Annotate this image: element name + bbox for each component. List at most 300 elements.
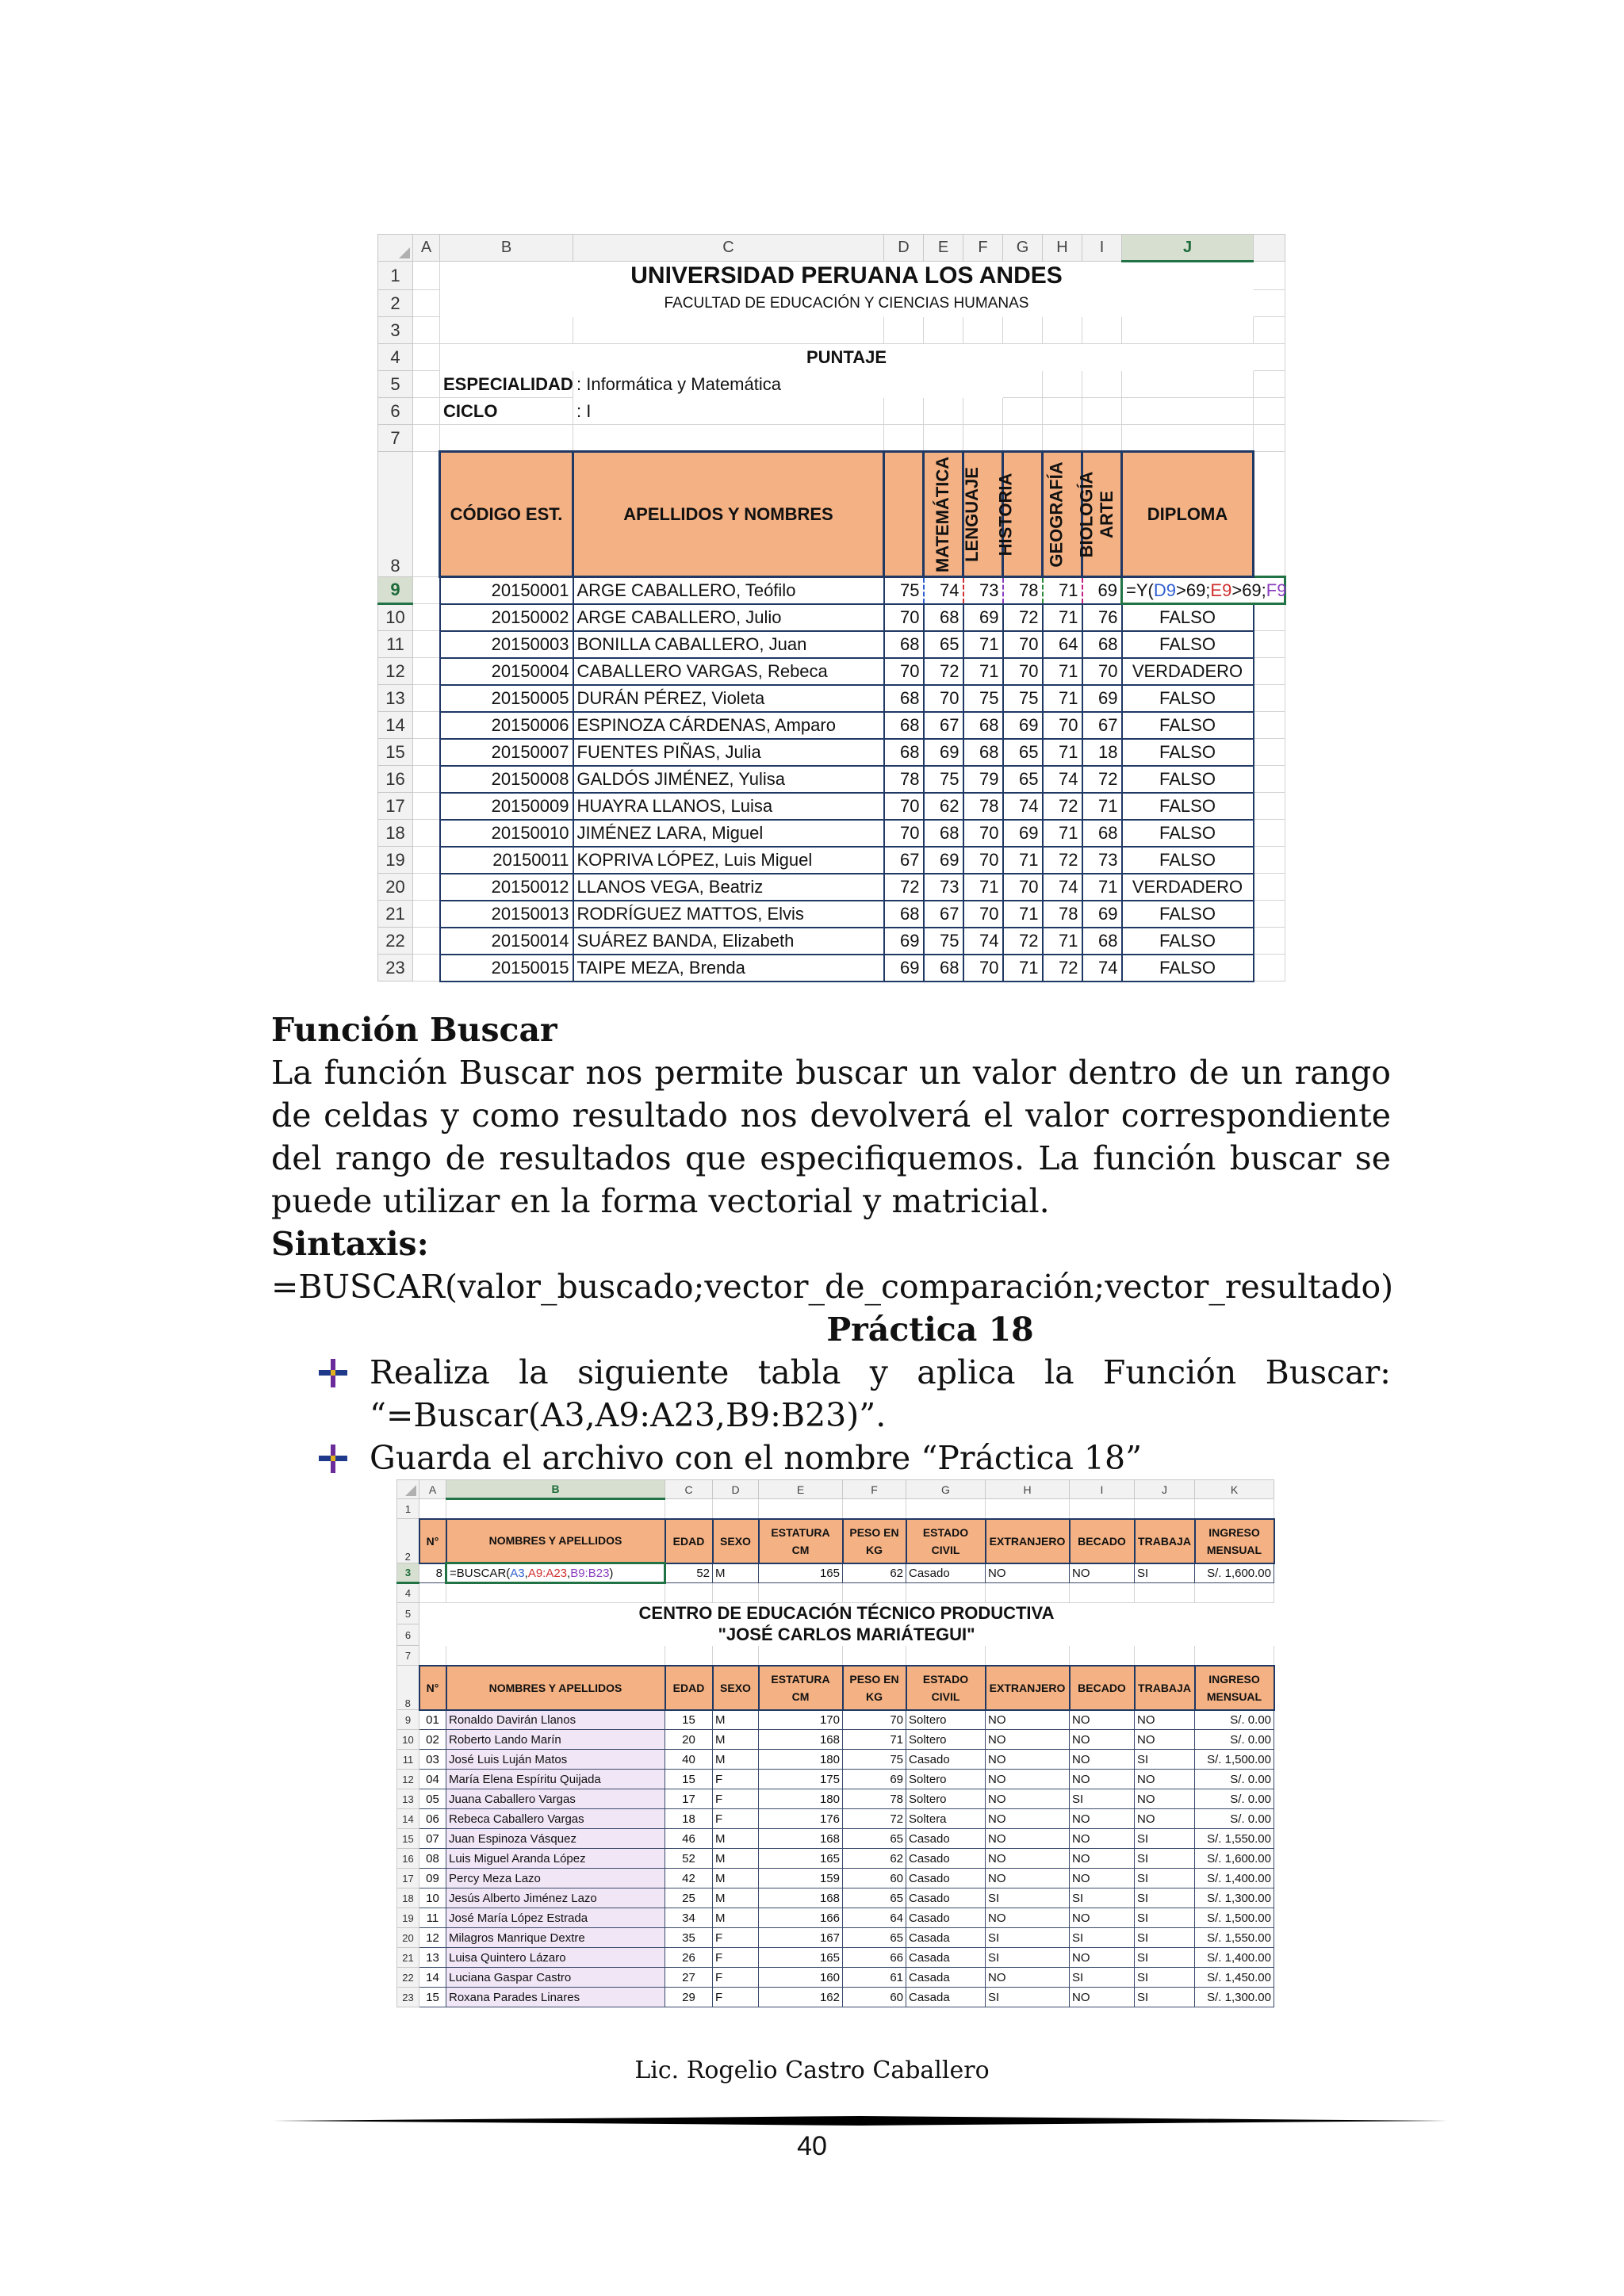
row-header[interactable]: 14 (378, 712, 413, 739)
cell[interactable]: SI (986, 1988, 1070, 2007)
cell-score[interactable]: 78 (1043, 901, 1082, 928)
cell-score[interactable]: 71 (1043, 820, 1082, 847)
cell-score[interactable]: 70 (884, 604, 924, 631)
cell[interactable]: S/. 1,450.00 (1195, 1968, 1274, 1988)
cell[interactable]: 160 (759, 1968, 843, 1988)
cell[interactable]: 46 (665, 1829, 713, 1849)
column-header[interactable]: H (986, 1480, 1070, 1499)
column-header[interactable]: D (884, 235, 924, 262)
cell[interactable]: S/. 1,300.00 (1195, 1988, 1274, 2007)
cell-score[interactable]: 70 (1043, 712, 1082, 739)
cell-score[interactable]: 75 (963, 685, 1003, 712)
row-header[interactable]: 6 (397, 1624, 419, 1646)
cell[interactable]: Luciana Gaspar Castro (446, 1968, 665, 1988)
cell[interactable]: SI (1070, 1928, 1135, 1948)
cell-score[interactable]: 68 (924, 820, 963, 847)
row-header[interactable]: 11 (378, 631, 413, 658)
cell[interactable]: NO (1070, 1869, 1135, 1888)
cell[interactable]: S/. 1,400.00 (1195, 1869, 1274, 1888)
cell[interactable]: 168 (759, 1829, 843, 1849)
cell[interactable]: NO (1135, 1710, 1195, 1730)
cell-score[interactable]: 70 (924, 685, 963, 712)
cell-diploma[interactable]: FALSO (1122, 766, 1254, 793)
cell[interactable]: SI (1070, 1888, 1135, 1908)
cell-score[interactable]: 71 (1043, 928, 1082, 955)
column-header[interactable]: G (906, 1480, 986, 1499)
cell-score[interactable]: 76 (1082, 604, 1122, 631)
cell[interactable]: NO (986, 1908, 1070, 1928)
row-header[interactable]: 4 (378, 344, 413, 371)
cell-diploma[interactable]: FALSO (1122, 739, 1254, 766)
cell[interactable]: SI (1135, 1750, 1195, 1770)
column-header[interactable]: D (713, 1480, 759, 1499)
cell[interactable]: 13 (419, 1948, 446, 1968)
cell[interactable]: Luisa Quintero Lázaro (446, 1948, 665, 1968)
row-header[interactable]: 12 (378, 658, 413, 685)
cell[interactable]: SI (1135, 1829, 1195, 1849)
cell-score[interactable]: 68 (1082, 820, 1122, 847)
cell[interactable]: 159 (759, 1869, 843, 1888)
row-header[interactable]: 1 (378, 262, 413, 290)
cell[interactable]: 65 (843, 1829, 906, 1849)
cell-name[interactable]: HUAYRA LLANOS, Luisa (573, 793, 884, 820)
column-header[interactable]: J (1135, 1480, 1195, 1499)
cell-score[interactable]: 70 (1003, 658, 1043, 685)
cell[interactable]: NO (1070, 1770, 1135, 1789)
cell-code[interactable]: 20150015 (440, 955, 573, 982)
cell[interactable]: Percy Meza Lazo (446, 1869, 665, 1888)
row-header[interactable]: 5 (397, 1603, 419, 1624)
column-header-selected[interactable]: J (1122, 235, 1254, 262)
cell[interactable]: NO (986, 1730, 1070, 1750)
cell[interactable]: 10 (419, 1888, 446, 1908)
row-header[interactable]: 2 (378, 290, 413, 317)
cell[interactable]: NO (1135, 1789, 1195, 1809)
row-header[interactable]: 19 (397, 1908, 419, 1928)
cell[interactable]: Casado (906, 1849, 986, 1869)
cell[interactable]: NO (986, 1710, 1070, 1730)
cell-score[interactable]: 72 (924, 658, 963, 685)
cell-code[interactable]: 20150006 (440, 712, 573, 739)
row-header[interactable]: 1 (397, 1499, 419, 1519)
row-header[interactable]: 5 (378, 371, 413, 398)
cell-score[interactable]: 74 (1082, 955, 1122, 982)
cell[interactable]: Casado (906, 1888, 986, 1908)
cell-score[interactable]: 68 (884, 901, 924, 928)
cell-score[interactable]: 69 (1003, 820, 1043, 847)
cell-name[interactable]: DURÁN PÉREZ, Violeta (573, 685, 884, 712)
cell[interactable]: NO (986, 1789, 1070, 1809)
cell[interactable]: NO (986, 1968, 1070, 1988)
cell[interactable]: M (713, 1849, 759, 1869)
cell-code[interactable]: 20150010 (440, 820, 573, 847)
cell-name[interactable]: KOPRIVA LÓPEZ, Luis Miguel (573, 847, 884, 874)
cell-name[interactable]: FUENTES PIÑAS, Julia (573, 739, 884, 766)
cell[interactable]: Casado (906, 1750, 986, 1770)
cell-score[interactable]: 73 (963, 577, 1003, 604)
row-header[interactable]: 13 (397, 1789, 419, 1809)
cell-score[interactable]: 75 (924, 928, 963, 955)
cell-score[interactable]: 74 (1043, 766, 1082, 793)
cell[interactable]: M (713, 1710, 759, 1730)
cell-name[interactable]: JIMÉNEZ LARA, Miguel (573, 820, 884, 847)
cell-name[interactable]: SUÁREZ BANDA, Elizabeth (573, 928, 884, 955)
cell[interactable]: 168 (759, 1888, 843, 1908)
cell-score[interactable]: 68 (963, 712, 1003, 739)
cell[interactable]: Juana Caballero Vargas (446, 1789, 665, 1809)
cell-code[interactable]: 20150011 (440, 847, 573, 874)
row-header[interactable]: 9 (378, 577, 413, 604)
cell-name[interactable]: GALDÓS JIMÉNEZ, Yulisa (573, 766, 884, 793)
row-header[interactable]: 16 (378, 766, 413, 793)
cell[interactable]: 03 (419, 1750, 446, 1770)
cell-score[interactable]: 74 (963, 928, 1003, 955)
cell[interactable]: 78 (843, 1789, 906, 1809)
row-header[interactable]: 14 (397, 1809, 419, 1829)
row-header[interactable]: 13 (378, 685, 413, 712)
cell[interactable]: SI (1135, 1968, 1195, 1988)
cell[interactable]: F (713, 1928, 759, 1948)
row-header[interactable]: 10 (378, 604, 413, 631)
cell[interactable]: NO (1070, 1948, 1135, 1968)
cell-code[interactable]: 20150003 (440, 631, 573, 658)
cell[interactable]: NO (1135, 1730, 1195, 1750)
cell-score[interactable]: 62 (924, 793, 963, 820)
cell[interactable]: 60 (843, 1988, 906, 2007)
cell[interactable]: SI (1135, 1908, 1195, 1928)
cell-score[interactable]: 68 (884, 685, 924, 712)
cell[interactable]: SI (986, 1888, 1070, 1908)
cell-diploma[interactable]: FALSO (1122, 712, 1254, 739)
cell-score[interactable]: 18 (1082, 739, 1122, 766)
cell-score[interactable]: 65 (924, 631, 963, 658)
cell[interactable]: SI (1135, 1888, 1195, 1908)
cell[interactable]: NO (986, 1809, 1070, 1829)
cell[interactable]: F (713, 1770, 759, 1789)
cell[interactable]: NO (1070, 1988, 1135, 2007)
cell[interactable]: 06 (419, 1809, 446, 1829)
cell-diploma[interactable]: VERDADERO (1122, 658, 1254, 685)
column-header[interactable]: C (573, 235, 884, 262)
cell-code[interactable]: 20150002 (440, 604, 573, 631)
cell-lookup-value[interactable]: 8 (419, 1563, 446, 1583)
cell-score[interactable]: 71 (1043, 658, 1082, 685)
column-header[interactable]: H (1043, 235, 1082, 262)
cell-diploma[interactable]: FALSO (1122, 604, 1254, 631)
cell[interactable]: 62 (843, 1849, 906, 1869)
cell-score[interactable]: 73 (1082, 847, 1122, 874)
cell[interactable]: F (713, 1988, 759, 2007)
row-header[interactable]: 7 (378, 425, 413, 452)
cell[interactable]: 11 (419, 1908, 446, 1928)
cell-score[interactable]: 74 (924, 577, 963, 604)
cell[interactable]: S/. 1,550.00 (1195, 1829, 1274, 1849)
cell[interactable]: 180 (759, 1750, 843, 1770)
cell-score[interactable]: 71 (963, 874, 1003, 901)
cell-score[interactable]: 68 (1082, 631, 1122, 658)
cell[interactable]: 27 (665, 1968, 713, 1988)
cell[interactable]: 170 (759, 1710, 843, 1730)
cell[interactable]: M (713, 1869, 759, 1888)
cell-score[interactable]: 75 (884, 577, 924, 604)
cell-score[interactable]: 71 (1003, 901, 1043, 928)
column-header[interactable]: G (1003, 235, 1043, 262)
cell[interactable]: Casado (906, 1563, 986, 1583)
cell-name[interactable]: ARGE CABALLERO, Teófilo (573, 577, 884, 604)
cell-score[interactable]: 71 (1082, 793, 1122, 820)
row-header[interactable]: 6 (378, 398, 413, 425)
cell-diploma[interactable]: VERDADERO (1122, 874, 1254, 901)
cell[interactable]: 40 (665, 1750, 713, 1770)
cell[interactable]: 05 (419, 1789, 446, 1809)
cell-code[interactable]: 20150004 (440, 658, 573, 685)
column-header[interactable]: E (759, 1480, 843, 1499)
row-header[interactable]: 23 (378, 955, 413, 982)
cell[interactable]: 42 (665, 1869, 713, 1888)
cell[interactable]: S/. 0.00 (1195, 1710, 1274, 1730)
cell[interactable]: 09 (419, 1869, 446, 1888)
cell[interactable]: 52 (665, 1849, 713, 1869)
cell-diploma[interactable]: FALSO (1122, 793, 1254, 820)
cell-score[interactable]: 64 (1043, 631, 1082, 658)
cell-score[interactable]: 70 (884, 793, 924, 820)
cell[interactable]: 02 (419, 1730, 446, 1750)
cell[interactable]: 65 (843, 1928, 906, 1948)
cell-score[interactable]: 78 (1003, 577, 1043, 604)
cell-score[interactable]: 78 (884, 766, 924, 793)
cell-score[interactable]: 69 (1082, 685, 1122, 712)
row-header[interactable]: 19 (378, 847, 413, 874)
cell[interactable]: S/. 0.00 (1195, 1770, 1274, 1789)
cell[interactable]: SI (1135, 1928, 1195, 1948)
cell[interactable]: 26 (665, 1948, 713, 1968)
cell-name[interactable]: BONILLA CABALLERO, Juan (573, 631, 884, 658)
cell[interactable]: 12 (419, 1928, 446, 1948)
cell[interactable]: 15 (665, 1770, 713, 1789)
cell-code[interactable]: 20150012 (440, 874, 573, 901)
cell[interactable]: Soltero (906, 1710, 986, 1730)
cell[interactable]: NO (986, 1829, 1070, 1849)
cell-score[interactable]: 68 (884, 739, 924, 766)
cell[interactable]: José Luis Luján Matos (446, 1750, 665, 1770)
cell-score[interactable]: 68 (1082, 928, 1122, 955)
cell[interactable]: 75 (843, 1750, 906, 1770)
cell-score[interactable]: 72 (1003, 928, 1043, 955)
row-header[interactable]: 2 (397, 1519, 419, 1563)
row-header[interactable]: 23 (397, 1988, 419, 2007)
cell[interactable]: 29 (665, 1988, 713, 2007)
cell[interactable]: 62 (843, 1563, 906, 1583)
cell[interactable]: SI (1135, 1948, 1195, 1968)
row-header[interactable]: 17 (378, 793, 413, 820)
cell[interactable]: 71 (843, 1730, 906, 1750)
cell[interactable]: SI (986, 1928, 1070, 1948)
cell[interactable]: NO (1070, 1730, 1135, 1750)
cell-name[interactable]: LLANOS VEGA, Beatriz (573, 874, 884, 901)
cell-score[interactable]: 75 (924, 766, 963, 793)
cell[interactable]: 60 (843, 1869, 906, 1888)
cell-name[interactable]: TAIPE MEZA, Brenda (573, 955, 884, 982)
cell-score[interactable]: 72 (1043, 793, 1082, 820)
row-header[interactable]: 15 (397, 1829, 419, 1849)
cell[interactable]: Casado (906, 1869, 986, 1888)
cell-score[interactable]: 70 (963, 847, 1003, 874)
row-header[interactable]: 21 (397, 1948, 419, 1968)
cell[interactable]: 64 (843, 1908, 906, 1928)
cell-code[interactable]: 20150005 (440, 685, 573, 712)
column-header-selected[interactable]: B (446, 1480, 665, 1499)
row-header[interactable]: 18 (378, 820, 413, 847)
row-header[interactable]: 21 (378, 901, 413, 928)
row-header[interactable]: 22 (378, 928, 413, 955)
cell-diploma[interactable]: FALSO (1122, 901, 1254, 928)
row-header[interactable]: 17 (397, 1869, 419, 1888)
cell-name[interactable]: ARGE CABALLERO, Julio (573, 604, 884, 631)
column-header[interactable]: C (665, 1480, 713, 1499)
cell[interactable]: Casada (906, 1988, 986, 2007)
cell[interactable]: José María López Estrada (446, 1908, 665, 1928)
cell[interactable]: 166 (759, 1908, 843, 1928)
column-header[interactable]: E (924, 235, 963, 262)
cell[interactable]: SI (1135, 1563, 1195, 1583)
cell-score[interactable]: 70 (884, 658, 924, 685)
column-header[interactable]: F (963, 235, 1003, 262)
cell-score[interactable]: 71 (963, 631, 1003, 658)
cell-score[interactable]: 67 (884, 847, 924, 874)
cell-score[interactable]: 70 (1003, 631, 1043, 658)
cell-score[interactable]: 71 (1043, 577, 1082, 604)
cell-score[interactable]: 72 (1003, 604, 1043, 631)
cell-name[interactable]: ESPINOZA CÁRDENAS, Amparo (573, 712, 884, 739)
cell[interactable]: NO (1070, 1563, 1135, 1583)
cell[interactable]: Ronaldo Davirán Llanos (446, 1710, 665, 1730)
cell-score[interactable]: 69 (1082, 901, 1122, 928)
cell[interactable]: Casado (906, 1829, 986, 1849)
formula-cell-diploma[interactable] (1122, 577, 1285, 604)
cell-score[interactable]: 68 (884, 631, 924, 658)
cell-name[interactable]: RODRÍGUEZ MATTOS, Elvis (573, 901, 884, 928)
cell[interactable]: 08 (419, 1849, 446, 1869)
column-header[interactable]: K (1195, 1480, 1274, 1499)
column-header[interactable]: A (419, 1480, 446, 1499)
row-header[interactable]: 18 (397, 1888, 419, 1908)
cell[interactable]: Luis Miguel Aranda López (446, 1849, 665, 1869)
cell-score[interactable]: 69 (924, 739, 963, 766)
cell-score[interactable]: 70 (963, 901, 1003, 928)
cell[interactable]: 04 (419, 1770, 446, 1789)
cell[interactable]: Soltero (906, 1730, 986, 1750)
cell[interactable]: 167 (759, 1928, 843, 1948)
cell[interactable]: Casada (906, 1968, 986, 1988)
row-header[interactable]: 3 (378, 317, 413, 344)
cell[interactable]: 01 (419, 1710, 446, 1730)
cell-score[interactable]: 68 (924, 604, 963, 631)
cell-score[interactable]: 69 (1082, 577, 1122, 604)
cell-score[interactable]: 69 (924, 847, 963, 874)
cell[interactable]: NO (986, 1750, 1070, 1770)
cell[interactable]: 52 (665, 1563, 713, 1583)
select-all-corner[interactable] (397, 1480, 419, 1499)
row-header[interactable]: 9 (397, 1710, 419, 1730)
cell[interactable]: M (713, 1563, 759, 1583)
cell-score[interactable]: 72 (1082, 766, 1122, 793)
cell[interactable]: S/. 0.00 (1195, 1730, 1274, 1750)
row-header[interactable]: 8 (397, 1666, 419, 1710)
cell-diploma[interactable]: FALSO (1122, 685, 1254, 712)
row-header[interactable]: 22 (397, 1968, 419, 1988)
cell-score[interactable]: 70 (963, 955, 1003, 982)
cell[interactable]: Roberto Lando Marín (446, 1730, 665, 1750)
cell-score[interactable]: 71 (963, 658, 1003, 685)
cell[interactable]: 15 (419, 1988, 446, 2007)
cell[interactable]: NO (986, 1563, 1070, 1583)
cell[interactable]: Milagros Manrique Dextre (446, 1928, 665, 1948)
cell-score[interactable]: 71 (1003, 847, 1043, 874)
cell[interactable]: NO (986, 1849, 1070, 1869)
cell-score[interactable]: 67 (1082, 712, 1122, 739)
cell[interactable]: Casada (906, 1948, 986, 1968)
cell[interactable]: SI (1070, 1968, 1135, 1988)
cell-score[interactable]: 72 (1043, 847, 1082, 874)
cell[interactable]: S/. 1,300.00 (1195, 1888, 1274, 1908)
cell-score[interactable]: 69 (1003, 712, 1043, 739)
cell[interactable]: S/. 1,600.00 (1195, 1563, 1274, 1583)
cell-score[interactable]: 69 (884, 955, 924, 982)
cell[interactable]: Jesús Alberto Jiménez Lazo (446, 1888, 665, 1908)
cell[interactable]: 175 (759, 1770, 843, 1789)
cell-name[interactable]: CABALLERO VARGAS, Rebeca (573, 658, 884, 685)
cell[interactable]: 165 (759, 1563, 843, 1583)
column-header[interactable]: I (1070, 1480, 1135, 1499)
cell[interactable]: Casado (906, 1908, 986, 1928)
cell[interactable]: 20 (665, 1730, 713, 1750)
cell[interactable]: F (713, 1789, 759, 1809)
cell[interactable]: NO (1070, 1908, 1135, 1928)
cell[interactable]: 35 (665, 1928, 713, 1948)
cell-score[interactable]: 65 (1003, 739, 1043, 766)
cell[interactable]: M (713, 1908, 759, 1928)
cell[interactable]: 25 (665, 1888, 713, 1908)
cell[interactable]: Casada (906, 1928, 986, 1948)
row-header[interactable]: 4 (397, 1583, 419, 1603)
cell[interactable]: NO (1070, 1750, 1135, 1770)
cell-diploma[interactable]: FALSO (1122, 631, 1254, 658)
cell[interactable]: Rebeca Caballero Vargas (446, 1809, 665, 1829)
cell[interactable]: SI (1135, 1869, 1195, 1888)
cell-diploma[interactable]: FALSO (1122, 928, 1254, 955)
cell-diploma[interactable]: FALSO (1122, 847, 1254, 874)
cell-score[interactable]: 72 (884, 874, 924, 901)
row-header[interactable]: 16 (397, 1849, 419, 1869)
cell[interactable]: M (713, 1888, 759, 1908)
select-all-corner[interactable] (378, 235, 413, 262)
cell[interactable]: 72 (843, 1809, 906, 1829)
row-header[interactable]: 7 (397, 1646, 419, 1666)
cell[interactable]: 165 (759, 1948, 843, 1968)
cell-score[interactable]: 70 (1082, 658, 1122, 685)
column-header[interactable]: A (413, 235, 440, 262)
cell[interactable]: 162 (759, 1988, 843, 2007)
cell-score[interactable]: 75 (1003, 685, 1043, 712)
cell[interactable]: SI (1135, 1988, 1195, 2007)
cell[interactable]: M (713, 1829, 759, 1849)
cell[interactable]: NO (986, 1770, 1070, 1789)
cell[interactable]: NO (1070, 1710, 1135, 1730)
cell[interactable]: 07 (419, 1829, 446, 1849)
row-header[interactable]: 8 (378, 452, 413, 577)
cell-score[interactable]: 71 (1043, 685, 1082, 712)
cell-score[interactable]: 70 (963, 820, 1003, 847)
